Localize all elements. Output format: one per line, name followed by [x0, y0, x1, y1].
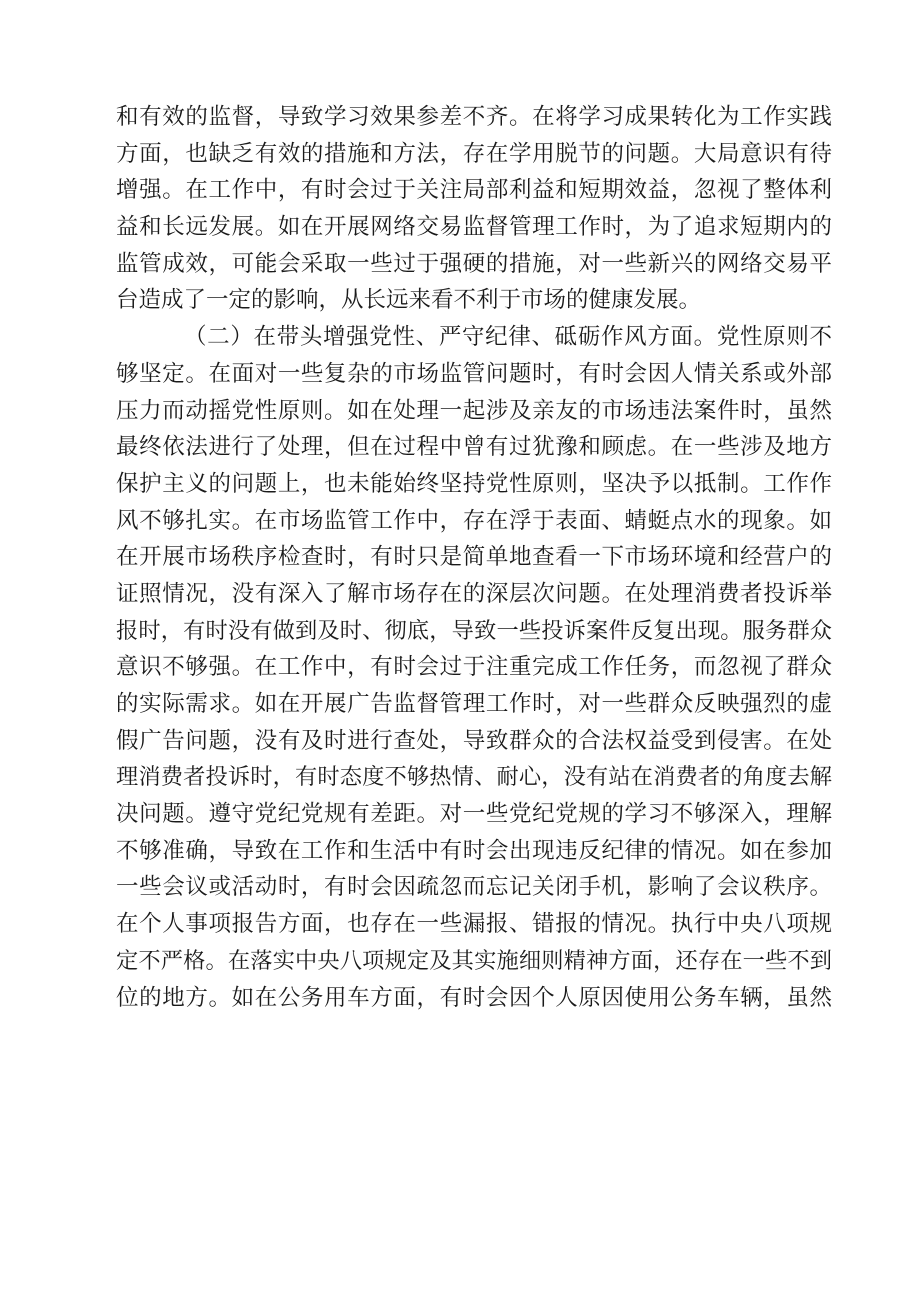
text-line: 的实际需求。如在开展广告监督管理工作时，对一些群众反映强烈的虚: [116, 691, 832, 717]
text-line: 在个人事项报告方面，也存在一些漏报、错报的情况。执行中央八项规: [116, 911, 832, 938]
text-line: 方面，也缺乏有效的措施和方法，存在学用脱节的问题。大局意识有待: [116, 140, 832, 167]
text-line: 决问题。遵守党纪党规有差距。对一些党纪党规的学习不够深入，理解: [116, 801, 832, 828]
body-text: [116, 99, 832, 1016]
text-line: 证照情况，没有深入了解市场存在的深层次问题。在处理消费者投诉举: [116, 580, 832, 607]
text-line: 增强。在工作中，有时会过于关注局部利益和短期效益，忽视了整体利: [116, 177, 832, 204]
section-heading-line: （二）在带头增强党性、严守纪律、砥砺作风方面。党性原则不: [184, 324, 832, 351]
text-line: 保护主义的问题上，也未能始终坚持党性原则，坚决予以抵制。工作作: [116, 470, 832, 497]
text-line: 最终依法进行了处理，但在过程中曾有过犹豫和顾虑。在一些涉及地方: [116, 434, 832, 461]
text-line: 报时，有时没有做到及时、彻底，导致一些投诉案件反复出现。服务群众: [116, 617, 832, 644]
text-line: 监管成效，可能会采取一些过于强硬的措施，对一些新兴的网络交易平: [116, 250, 832, 277]
text-line: 一些会议或活动时，有时会因疏忽而忘记关闭手机，影响了会议秩序。: [116, 874, 832, 901]
text-line: 台造成了一定的影响，从长远来看不利于市场的健康发展。: [116, 287, 702, 314]
text-line: 够坚定。在面对一些复杂的市场监管问题时，有时会因人情关系或外部: [116, 360, 832, 387]
text-line: 在开展市场秩序检查时，有时只是简单地查看一下市场环境和经营户的: [116, 544, 832, 571]
text-line: 不够准确，导致在工作和生活中有时会出现违反纪律的情况。如在参加: [116, 837, 832, 864]
text-line: 意识不够强。在工作中，有时会过于注重完成工作任务，而忽视了群众: [116, 654, 832, 681]
text-line: 定不严格。在落实中央八项规定及其实施细则精神方面，还存在一些不到: [116, 947, 832, 974]
text-line: 和有效的监督，导致学习效果参差不齐。在将学习成果转化为工作实践: [116, 104, 832, 130]
text-line: 风不够扎实。在市场监管工作中，存在浮于表面、蜻蜓点水的现象。如: [116, 507, 832, 534]
text-line: 压力而动摇党性原则。如在处理一起涉及亲友的市场违法案件时，虽然: [116, 397, 832, 424]
text-line: 理消费者投诉时，有时态度不够热情、耐心，没有站在消费者的角度去解: [116, 764, 832, 791]
text-line: 益和长远发展。如在开展网络交易监督管理工作时，为了追求短期内的: [116, 214, 832, 241]
text-line: 位的地方。如在公务用车方面，有时会因个人原因使用公务车辆，虽然: [116, 984, 832, 1011]
text-line: 假广告问题，没有及时进行查处，导致群众的合法权益受到侵害。在处: [116, 727, 832, 754]
